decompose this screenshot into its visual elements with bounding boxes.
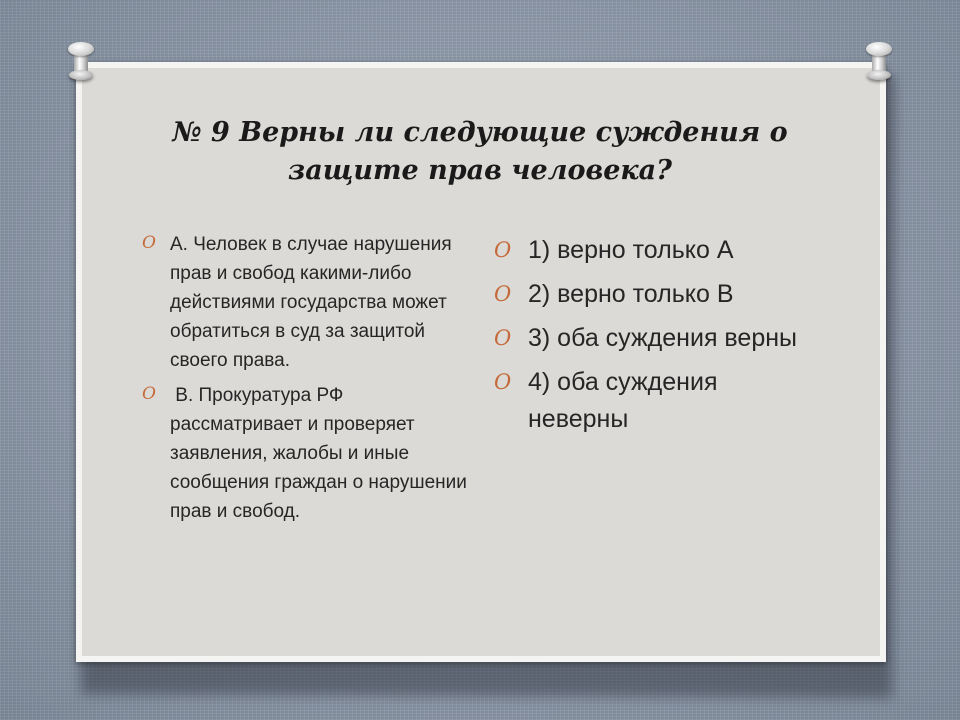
pushpin-icon bbox=[68, 42, 94, 82]
title-line-1: № 9 Верны ли следующие суждения о bbox=[172, 117, 788, 148]
title-line-2: защите прав человека? bbox=[287, 155, 672, 186]
bullet-icon: O bbox=[494, 326, 512, 350]
slide-title bbox=[120, 114, 840, 190]
bullet-icon: O bbox=[142, 384, 156, 404]
statements-list bbox=[142, 230, 472, 532]
statement-b-text: В. Прокуратура РФ рассматривает и проверяет заявления, жалобы и иные сообщения граждан о нарушении прав и свобод. bbox=[170, 385, 473, 522]
statement-b bbox=[142, 381, 472, 526]
answer-option-1-text: 1) верно только А bbox=[528, 236, 734, 264]
pushpin-icon bbox=[866, 42, 892, 82]
answer-option-4 bbox=[494, 364, 824, 438]
answer-option-3 bbox=[494, 320, 824, 357]
answer-option-2 bbox=[494, 276, 824, 313]
bullet-icon: O bbox=[494, 282, 512, 306]
answer-option-3-text: 3) оба суждения верны bbox=[528, 324, 798, 352]
statement-a-text: А. Человек в случае нарушения прав и свобод какими-либо действиями государства может обратиться в суд за защитой своего права. bbox=[170, 234, 452, 371]
statement-a bbox=[142, 230, 472, 375]
answer-option-4-text: 4) оба суждения неверны bbox=[528, 368, 718, 433]
answer-option-1 bbox=[494, 232, 824, 269]
answer-options bbox=[494, 232, 824, 445]
bullet-icon: O bbox=[494, 370, 512, 394]
bullet-icon: O bbox=[494, 238, 512, 262]
answer-option-2-text: 2) верно только В bbox=[528, 280, 734, 308]
bullet-icon: O bbox=[142, 233, 156, 253]
